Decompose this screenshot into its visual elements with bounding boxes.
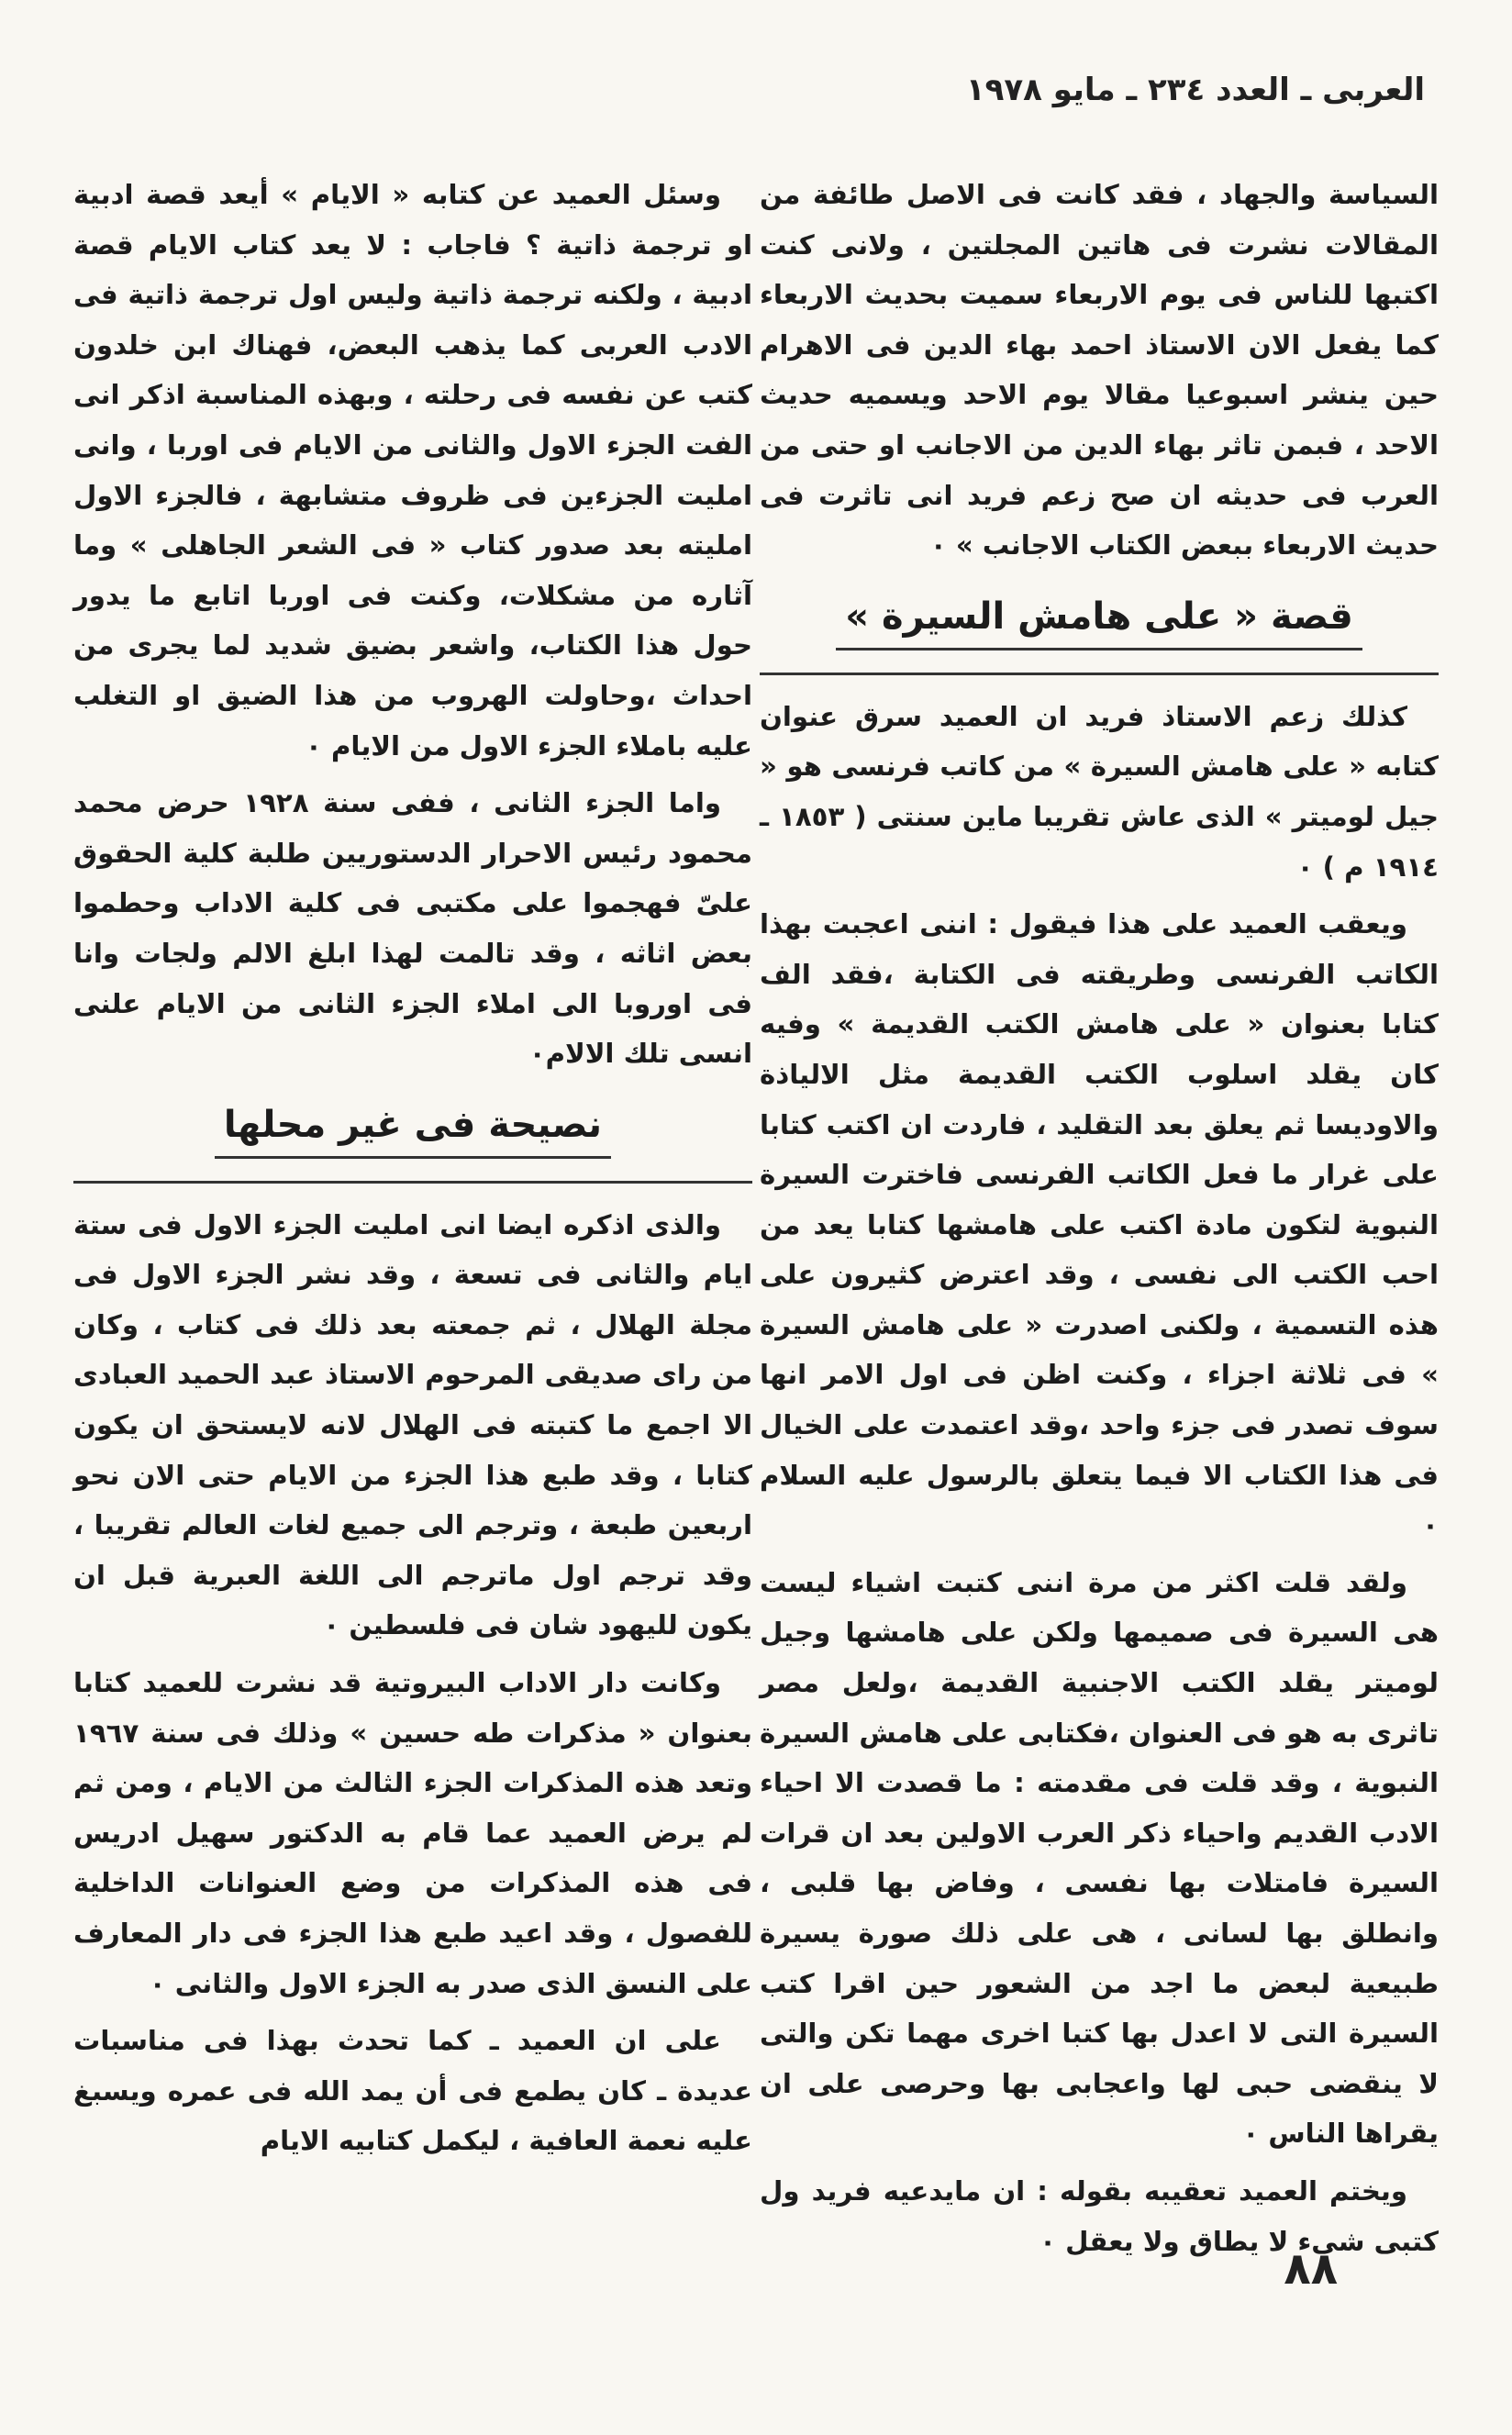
paragraph: كذلك زعم الاستاذ فريد ان العميد سرق عنوان كتابه « على هامش السيرة » من كاتب فرنسى هو « جيل لوميتر » الذى عاش تقريبا ماين سنتى ( ١٨٥٣ ـ ١٩١٤ م ) ٠ [760, 700, 1439, 883]
section-heading [73, 1097, 752, 1159]
paragraph: ويختم العميد تعقيبه بقوله : ان مايدعيه فريد ول كتبى شىء لا يطاق ولا يعقل ٠ [760, 2174, 1439, 2257]
right-column [760, 170, 1439, 2274]
paragraph: وسئل العميد عن كتابه « الايام » أيعد قصة ادبية او ترجمة ذاتية ؟ فاجاب : لا يعد كتاب الايام قصة ادبية ، ولكنه ترجمة ذاتية وليس اول ترجمة ذاتية فى الادب العربى كما يذهب البعض، فهناك ابن خلدون كتب عن نفسه فى رحلته ، وبهذه المناسبة اذكر انى الفت الجزء الاول والثانى من الايام فى اوربا ، وانى امليت الجزءين فى ظروف متشابهة ، فالجزء الاول امليته بعد صدور كتاب « فى الشعر الجاهلى » وما آثاره من مشكلات، وكنت فى اوربا اتابع ما يدور حول هذا الكتاب، واشعر بضيق شديد لما يجرى من احداث ،وحاولت الهروب من هذا الضيق او التغلب عليه باملاء الجزء الاول من الايام ٠ [73, 179, 752, 762]
paragraph: ويعقب العميد على هذا فيقول : اننى اعجبت بهذا الكاتب الفرنسى وطريقته فى الكتابة ،فقد الف كتابا بعنوان « على هامش الكتب القديمة » وفيه كان يقلد اسلوب الكتب القديمة مثل الالياذة والاوديسا ثم يعلق بعد التقليد ، فاردت ان اكتب كتابا على غرار ما فعل الكاتب الفرنسى فاخترت السيرة النبوية لتكون مادة اكتب على هامشها كتابا يعد من احب الكتب الى نفسى ، وقد اعترض كثيرون على هذه التسمية ، ولكنى اصدرت « على هامش السيرة » فى ثلاثة اجزاء ، وكنت اظن فى اول الامر انها سوف تصدر فى جزء واحد ،وقد اعتمدت على الخيال فى هذا الكتاب الا فيما يتعلق بالرسول عليه السلام ٠ [760, 908, 1439, 1541]
paragraph: ولقد قلت اكثر من مرة اننى كتبت اشياء ليست هى السيرة فى صميمها ولكن على هامشها وجيل لوميتر يقلد الكتب الاجنبية القديمة ،ولعل مصر تاثرى به هو فى العنوان ،فكتابى على هامش السيرة النبوية ، وقد قلت فى مقدمته : ما قصدت الا احياء الادب القديم واحياء ذكر العرب الاولين بعد ان قرات السيرة فامتلات بها نفسى ، وفاض بها قلبى ، وانطلق بها لسانى ، هى على ذلك صورة يسيرة طبيعية لبعض ما اجد من الشعور حين اقرا كتب السيرة التى لا اعدل بها كتبا اخرى مهما تكن والتى لا ينقضى حبى لها واعجابى بها وحرصى على ان يقراها الناس ٠ [760, 1566, 1439, 2150]
left-column [73, 170, 752, 2174]
page-number: ٨٨ [1284, 2243, 1338, 2295]
paragraph: السياسة والجهاد ، فقد كانت فى الاصل طائفة من المقالات نشرت فى هاتين المجلتين ، ولانى كنت اكتبها للناس فى يوم الاربعاء سميت بحديث الاربعاء كما يفعل الان الاستاذ احمد بهاء الدين فى الاهرام حين ينشر اسبوعيا مقالا يوم الاحد ويسميه حديث الاحد ، فبمن تاثر بهاء الدين من الاجانب او حتى من العرب فى حديثه ان صح زعم فريد انى تاثرت فى حديث الاربعاء ببعض الكتاب الاجانب » ٠ [760, 179, 1439, 561]
paragraph: واما الجزء الثانى ، ففى سنة ١٩٢٨ حرض محمد محمود رئيس الاحرار الدستوريين طلبة كلية الحقوق علىّ فهجموا على مكتبى فى كلية الاداب وحطموا بعض اثاثه ، وقد تالمت لهذا ابلغ الالم ولجات وانا فى اوروبا الى املاء الجزء الثانى من الايام علنى انسى تلك الالام٠ [73, 787, 752, 1070]
section-heading-text: قصة « على هامش السيرة » [836, 589, 1362, 650]
running-header: العربى ـ العدد ٢٣٤ ـ مايو ١٩٧٨ [965, 72, 1425, 108]
divider [73, 1181, 752, 1184]
section-heading [760, 589, 1439, 650]
paragraph: على ان العميد ـ كما تحدث بهذا فى مناسبات عديدة ـ كان يطمع فى أن يمد الله فى عمره ويسبغ عليه نعمة العافية ، ليكمل كتابيه الايام [73, 2025, 752, 2157]
paragraph: والذى اذكره ايضا انى امليت الجزء الاول فى ستة ايام والثانى فى تسعة ، وقد نشر الجزء الاول فى مجلة الهلال ، ثم جمعته بعد ذلك فى كتاب ، وكان من راى صديقى المرحوم الاستاذ عبد الحميد العبادى الا اجمع ما كتبته فى الهلال لانه لايستحق ان يكون كتابا ، وقد طبع هذا الجزء من الايام حتى الان نحو اربعين طبعة ، وترجم الى جميع لغات العالم تقريبا ، وقد ترجم اول ماترجم الى اللغة العبرية قبل ان يكون لليهود شان فى فلسطين ٠ [73, 1208, 752, 1641]
section-heading-text: نصيحة فى غير محلها [215, 1097, 611, 1159]
paragraph: وكانت دار الاداب البيروتية قد نشرت للعميد كتابا بعنوان « مذكرات طه حسين » وذلك فى سنة ١٩٦٧ وتعد هذه المذكرات الجزء الثالث من الايام ، ومن ثم لم يرض العميد عما قام به الدكتور سهيل ادريس فى هذه المذكرات من وضع العنوانات الداخلية للفصول ، وقد اعيد طبع هذا الجزء فى دار المعارف على النسق الذى صدر به الجزء الاول والثانى ٠ [73, 1667, 752, 1999]
divider [760, 673, 1439, 675]
